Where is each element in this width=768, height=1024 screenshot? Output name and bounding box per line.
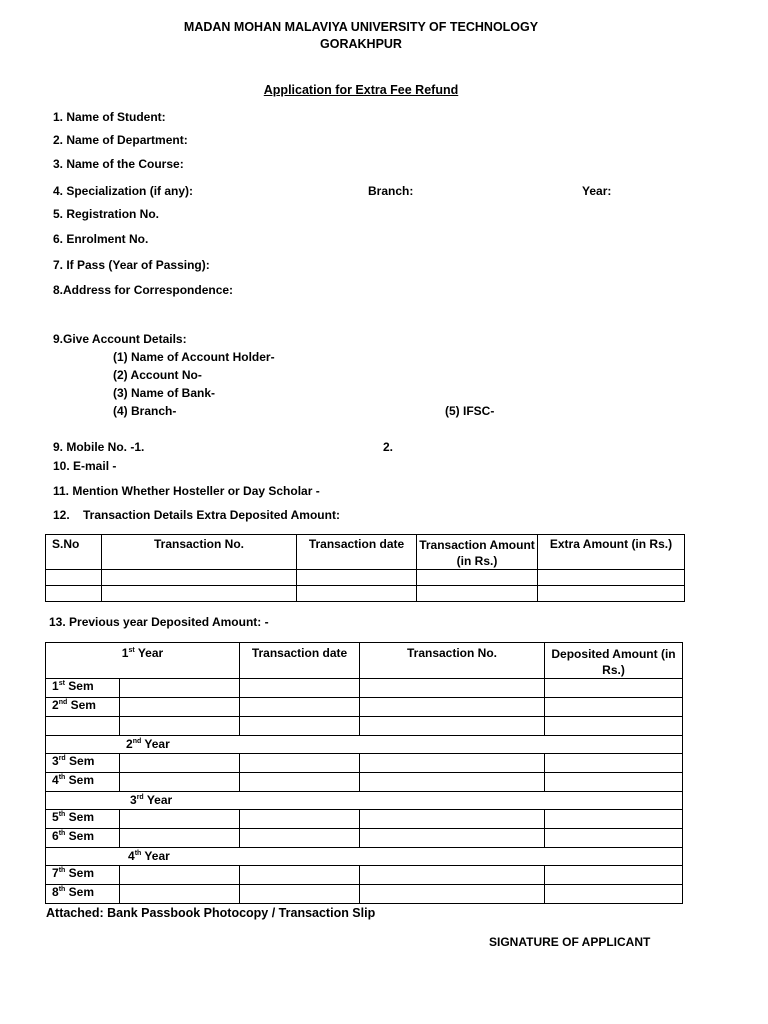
field-hosteller: 11. Mention Whether Hosteller or Day Scholar - xyxy=(53,484,320,498)
sem-6-label: 6th Sem xyxy=(46,829,120,848)
account-number: (2) Account No- xyxy=(113,368,202,382)
field-year-of-passing: 7. If Pass (Year of Passing): xyxy=(53,258,210,272)
year-2-header: 2nd Year xyxy=(46,736,683,754)
table-row xyxy=(46,717,683,736)
account-holder: (1) Name of Account Holder- xyxy=(113,350,275,364)
table-row xyxy=(46,698,683,717)
university-city: GORAKHPUR xyxy=(320,37,402,51)
table-row xyxy=(46,586,685,602)
field-previous-deposit: 13. Previous year Deposited Amount: - xyxy=(49,615,269,629)
sem-2-label: 2nd Sem xyxy=(46,698,120,717)
header-transaction-no: Transaction No. xyxy=(102,535,297,570)
sem-8-label: 8th Sem xyxy=(46,885,120,904)
header-transaction-date: Transaction date xyxy=(240,643,360,679)
form-title-text: Application for Extra Fee Refund xyxy=(263,83,459,97)
table-row xyxy=(46,679,683,698)
sem-7-label: 7th Sem xyxy=(46,866,120,885)
table-row xyxy=(46,829,683,848)
signature-label: SIGNATURE OF APPLICANT xyxy=(489,935,651,949)
field-address: 8.Address for Correspondence: xyxy=(53,283,234,297)
header-transaction-no: Transaction No. xyxy=(360,643,545,679)
sem-1-label: 1st Sem xyxy=(46,679,120,698)
field-email: 10. E-mail - xyxy=(53,459,117,473)
year-row xyxy=(46,736,683,754)
field-branch: Branch: xyxy=(368,184,414,198)
field-student-name: 1. Name of Student: xyxy=(53,110,166,124)
table-row xyxy=(46,810,683,829)
header-extra-amount: Extra Amount (in Rs.) xyxy=(538,535,685,570)
header-sno: S.No xyxy=(46,535,102,570)
table-row xyxy=(46,570,685,586)
table-row xyxy=(46,754,683,773)
extra-deposit-table xyxy=(45,534,685,602)
year-4-header: 4th Year xyxy=(46,848,683,866)
field-year: Year: xyxy=(582,184,612,198)
bank-branch: (4) Branch- xyxy=(113,404,177,418)
header-transaction-date: Transaction date xyxy=(297,535,417,570)
header-transaction-amount: Transaction Amount (in Rs.) xyxy=(417,535,538,570)
year-1-header: 1st Year xyxy=(46,643,240,679)
form-title xyxy=(0,83,722,97)
field-mobile: 9. Mobile No. -1. xyxy=(53,440,145,454)
year-3-header: 3rd Year xyxy=(46,792,683,810)
sem-4-label: 4th Sem xyxy=(46,773,120,792)
field-course: 3. Name of the Course: xyxy=(53,157,184,171)
table-row xyxy=(46,773,683,792)
university-name: MADAN MOHAN MALAVIYA UNIVERSITY OF TECHNOLOGY xyxy=(183,20,539,34)
field-transaction-details: 12. Transaction Details Extra Deposited Amount: xyxy=(53,508,340,522)
field-enrolment: 6. Enrolment No. xyxy=(53,232,149,246)
table-row xyxy=(46,885,683,904)
bank-ifsc: (5) IFSC- xyxy=(445,404,495,418)
bank-name: (3) Name of Bank- xyxy=(113,386,216,400)
table-row xyxy=(46,866,683,885)
field-department: 2. Name of Department: xyxy=(53,133,188,147)
field-account-details: 9.Give Account Details: xyxy=(53,332,187,346)
table-header-row xyxy=(46,535,685,570)
previous-deposit-table xyxy=(45,642,683,904)
field-mobile-2: 2. xyxy=(383,440,394,454)
field-registration: 5. Registration No. xyxy=(53,207,160,221)
sem-5-label: 5th Sem xyxy=(46,810,120,829)
field-specialization: 4. Specialization (if any): xyxy=(53,184,194,198)
attachment-note: Attached: Bank Passbook Photocopy / Transaction Slip xyxy=(46,906,376,920)
year-row xyxy=(46,792,683,810)
year-row xyxy=(46,848,683,866)
sem-3-label: 3rd Sem xyxy=(46,754,120,773)
header-deposited-amount: Deposited Amount (in Rs.) xyxy=(545,643,683,679)
table-header-row xyxy=(46,643,683,679)
